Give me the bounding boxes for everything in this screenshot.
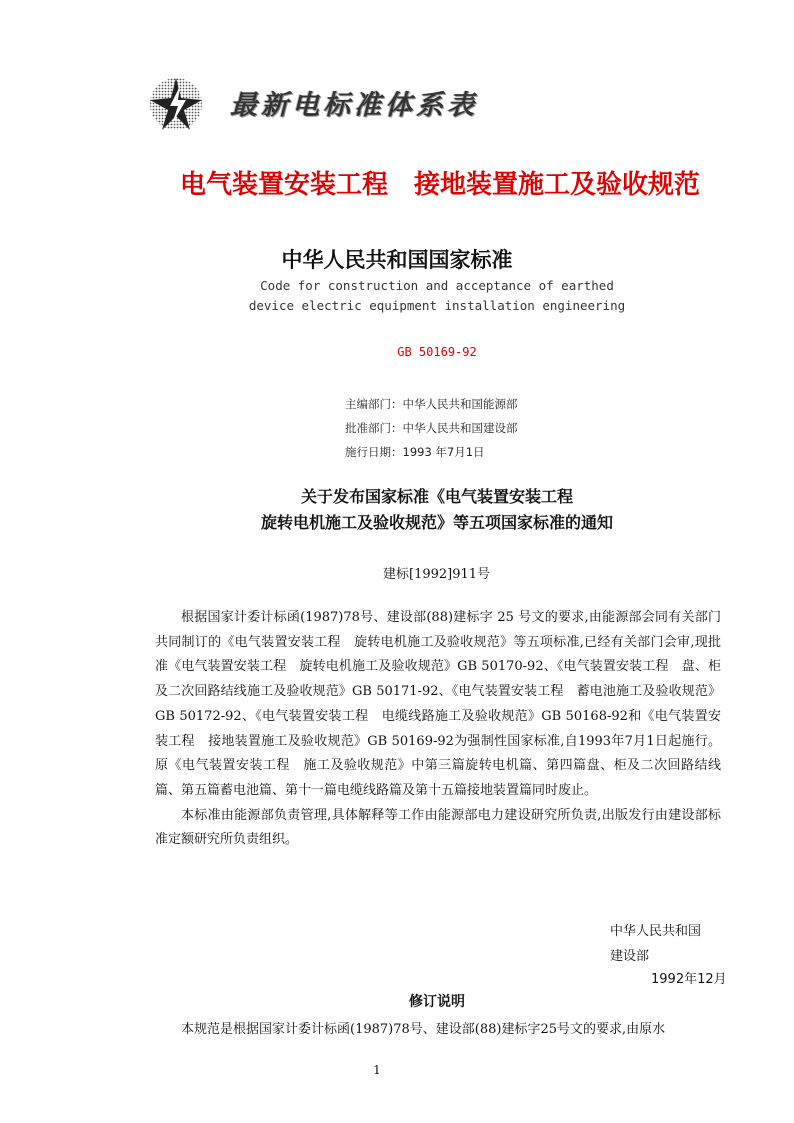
page-number: 1: [373, 1063, 381, 1077]
body-paragraph-2: 本标准由能源部负责管理,具体解释等工作由能源部电力建设研究所负责,出版发行由建设部标准定额研究所负责组织。: [155, 807, 721, 848]
approver-department: 批准部门：中华人民共和国建设部: [345, 421, 518, 435]
document-number: 建标[1992]911号: [383, 567, 491, 582]
standard-code: GB 50169-92: [397, 345, 477, 359]
revision-text: 本规范是根据国家计委计标函(1987)78号、建设部(88)建标字25号文的要求,由原水: [181, 1022, 666, 1037]
effective-date: 施行日期：1993 年7月1日: [345, 445, 485, 459]
revision-title: 修订说明: [409, 994, 465, 1010]
body-paragraph-1: 根据国家计委计标函(1987)78号、建设部(88)建标字 25 号文的要求,由能源部会同有关部门共同制订的《电气装置安装工程 旋转电机施工及验收规范》等五项标准,已经有关部门会审,现批准《电气装置安装工程 旋转电机施工及验收规范》GB 50170-92、《电气装置安装工程 盘、柜及二次回路结线施工及验收规范》GB 50171-92、《电气装置安装工程 蓄电池施工及验收规范》GB 50172-92、《电气装置安装工程 电缆线路施工及验收规范》GB 50168-92和《电气装置安装工程 接地装置施工及验收规范》GB 50169-92为强制性国家标准,自1993年7月1日起施行。原《电气装置安装工程 施工及验收规范》中第三篇旋转电机篇、第四篇盘、柜及二次回路结线篇、第五篇蓄电池篇、第十一篇电缆线路篇及第十五篇接地装置篇同时废止。: [155, 610, 721, 798]
notice-title-line-1: 关于发布国家标准《电气装置安装工程: [300, 487, 573, 506]
banner-title: 最新电标准体系表: [230, 89, 478, 121]
signature-date: 1992年12月: [651, 972, 727, 987]
english-title-line-2: device electric equipment installation engineering: [248, 298, 626, 313]
header-banner: [140, 72, 478, 132]
english-title-line-1: Code for construction and acceptance of earthed: [260, 278, 614, 293]
logo-icon: [140, 72, 212, 132]
document-title: 电气装置安装工程 接地装置施工及验收规范: [179, 170, 700, 200]
standard-title: 中华人民共和国国家标准: [281, 248, 513, 272]
signature-org-2: 建设部: [610, 949, 650, 964]
editor-department: 主编部门：中华人民共和国能源部: [345, 397, 518, 411]
notice-body: [155, 606, 721, 853]
notice-title-line-2: 旋转电机施工及验收规范》等五项国家标准的通知: [260, 513, 613, 532]
signature-org-1: 中华人民共和国: [610, 924, 702, 939]
